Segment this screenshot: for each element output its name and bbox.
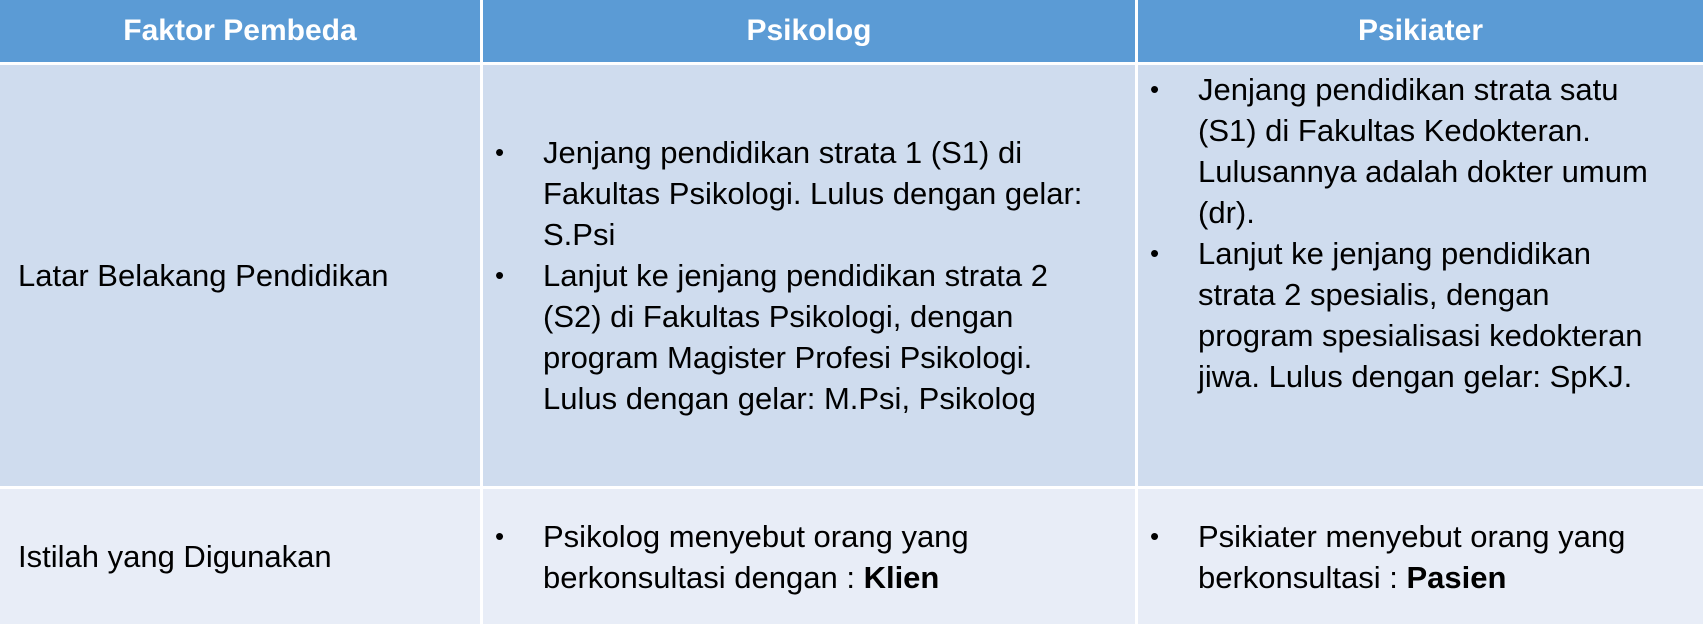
list-item xyxy=(1138,69,1673,233)
list-item xyxy=(1138,516,1683,598)
row-label-istilah xyxy=(0,489,480,624)
row-label-latar-belakang xyxy=(0,65,480,486)
term-pasien: Pasien xyxy=(1406,559,1507,595)
bullet-icon: • xyxy=(1150,238,1160,268)
bullet-icon: • xyxy=(495,137,505,167)
header-psikolog: Psikolog xyxy=(483,0,1135,62)
psikiater-term-cell xyxy=(1138,489,1703,624)
list-item-text: Psikolog menyebut orang yang berkonsultasi dengan : xyxy=(543,518,969,595)
psikiater-education-list xyxy=(1138,69,1673,397)
row-label-text: Istilah yang Digunakan xyxy=(18,538,332,574)
header-faktor-pembeda: Faktor Pembeda xyxy=(0,0,480,62)
psikolog-term-list xyxy=(483,516,1095,598)
list-item xyxy=(483,516,1095,598)
header-psikiater: Psikiater xyxy=(1138,0,1703,62)
bullet-icon: • xyxy=(1150,74,1160,104)
list-item-text: Lanjut ke jenjang pendidikan strata 2 (S2) di Fakultas Psikologi, dengan program Magister Profesi Psikologi. Lulus dengan gelar: M.Psi, Psikolog xyxy=(543,258,1048,416)
list-item-text: Jenjang pendidikan strata satu (S1) di Fakultas Kedokteran. Lulusannya adalah dokter umum (dr). xyxy=(1198,72,1648,230)
row-label-text: Latar Belakang Pendidikan xyxy=(18,257,389,293)
psikolog-education-list xyxy=(483,132,1115,419)
psikolog-term-cell xyxy=(483,489,1135,624)
term-klien: Klien xyxy=(863,559,940,595)
bullet-icon: • xyxy=(1150,520,1160,551)
list-item xyxy=(483,255,1115,419)
psikiater-term-list xyxy=(1138,516,1683,598)
list-item xyxy=(483,132,1115,255)
psikiater-education-cell xyxy=(1138,65,1703,486)
psikolog-education-cell xyxy=(483,65,1135,486)
bullet-icon: • xyxy=(495,520,505,551)
list-item xyxy=(1138,233,1673,397)
list-item-text: Lanjut ke jenjang pendidikan strata 2 spesialis, dengan program spesialisasi kedokteran jiwa. Lulus dengan gelar: SpKJ. xyxy=(1198,236,1643,394)
list-item-text: Jenjang pendidikan strata 1 (S1) di Fakultas Psikologi. Lulus dengan gelar: S.Psi xyxy=(543,135,1083,252)
list-item-text: Psikiater menyebut orang yang berkonsultasi : xyxy=(1198,518,1626,595)
bullet-icon: • xyxy=(495,260,505,290)
